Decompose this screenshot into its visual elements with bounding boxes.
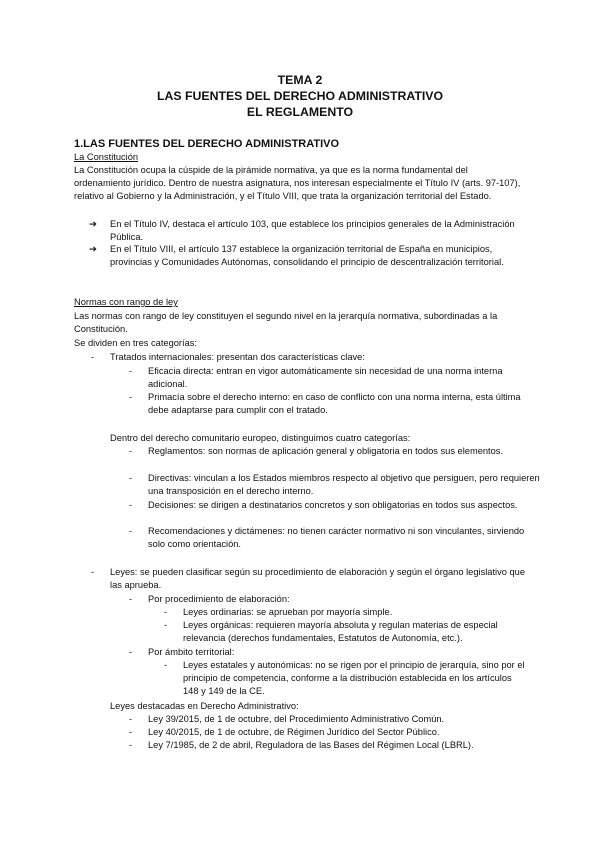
dash-bullet: - [129,500,133,510]
constitucion-paragraph: La Constitución ocupa la cúspide de la pirámide normativa, ya que es la norma fundamental del ordenamiento jurídico. Dentro de nuestra asignatura, nos interesan especialmente el Título IV (arts. 97-107), relativo al Gobierno y la Administración, y el Título VIII, que trata la organización territorial del Estado. [74,165,521,201]
dash-bullet: - [91,352,95,362]
ambito-item-1: Leyes estatales y autonómicas: no se rigen por el principio de jerarquía, sino por el principio de competencia, conforme a la distribución establecida en los artículos 148 y 149 de la CE. [183,660,525,696]
title-line-1: TEMA 2 [277,73,323,87]
arrow-icon: ➔ [89,219,97,229]
tratados-label: Tratados internacionales: presentan dos características clave: [110,352,365,362]
destacada-3: Ley 7/1985, de 2 de abril, Reguladora de las Bases del Régimen Local (LBRL). [148,740,474,750]
normas-divide: Se dividen en tres categorías: [74,338,197,348]
ambito-label: Por ámbito territorial: [148,647,235,657]
tratados-item-1: Eficacia directa: entran en vigor automáticamente sin necesidad de una norma interna adicional. [148,366,503,389]
dash-bullet: - [129,526,133,536]
dash-bullet: - [129,647,133,657]
section-heading: 1.LAS FUENTES DEL DERECHO ADMINISTRATIVO [74,138,340,150]
comunitario-label: Dentro del derecho comunitario europeo, distinguimos cuatro categorías: [110,433,411,443]
leyes-label: Leyes: se pueden clasificar según su procedimiento de elaboración y según el órgano legislativo que las aprueba. [110,567,526,590]
comunitario-item-1: Reglamentos: son normas de aplicación general y obligatoria en todos sus elementos. [148,446,504,456]
proc-item-2: Leyes orgánicas: requieren mayoría absoluta y regulan materias de especial relevancia (derechos fundamentales, Estatutos de Autonomía, etc.). [183,620,498,643]
dash-bullet: - [164,607,168,617]
comunitario-item-3: Decisiones: se dirigen a destinatarios concretos y son obligatorias en todos sus aspectos. [148,500,518,510]
comunitario-item-2: Directivas: vinculan a los Estados miembros respecto al objetivo que persiguen, pero requieren una transposición en el derecho interno. [148,473,540,496]
dash-bullet: - [164,660,168,670]
destacada-2: Ley 40/2015, de 1 de octubre, de Régimen Jurídico del Sector Público. [148,727,440,737]
dash-bullet: - [129,727,133,737]
normas-paragraph: Las normas con rango de ley constituyen el segundo nivel en la jerarquía normativa, subordinadas a la Constitución. [74,311,498,334]
subheading-constitucion: La Constitución [74,152,139,162]
procedimiento-label: Por procedimiento de elaboración: [148,594,290,604]
dash-bullet: - [129,740,133,750]
proc-item-1: Leyes ordinarias: se aprueban por mayoría simple. [183,607,393,617]
arrow-item-1: En el Título IV, destaca el artículo 103, que establece los principios generales de la Administración Pública. [110,219,515,242]
dash-bullet: - [129,594,133,604]
arrow-icon: ➔ [89,244,97,254]
dash-bullet: - [164,620,168,630]
dash-bullet: - [129,714,133,724]
subheading-normas: Normas con rango de ley [74,297,178,307]
dash-bullet: - [129,446,133,456]
title-line-3: EL REGLAMENTO [246,105,354,119]
tratados-item-2: Primacía sobre el derecho interno: en caso de conflicto con una norma interna, esta última debe adaptarse para cumplir con el tratado. [148,392,521,415]
comunitario-item-4: Recomendaciones y dictámenes: no tienen carácter normativo ni son vinculantes, sirviendo solo como orientación. [148,526,525,549]
arrow-item-2: En el Título VIII, el artículo 137 establece la organización territorial de España en municipios, provincias y Comunidades Autónomas, consolidando el principio de descentralización territorial. [110,244,504,267]
title-line-2: LAS FUENTES DEL DERECHO ADMINISTRATIVO [156,89,444,103]
dash-bullet: - [129,473,133,483]
dash-bullet: - [129,366,133,376]
dash-bullet: - [91,567,95,577]
destacadas-label: Leyes destacadas en Derecho Administrativo: [110,701,299,711]
destacada-1: Ley 39/2015, de 1 de octubre, del Procedimiento Administrativo Común. [148,714,445,724]
dash-bullet: - [129,392,133,402]
